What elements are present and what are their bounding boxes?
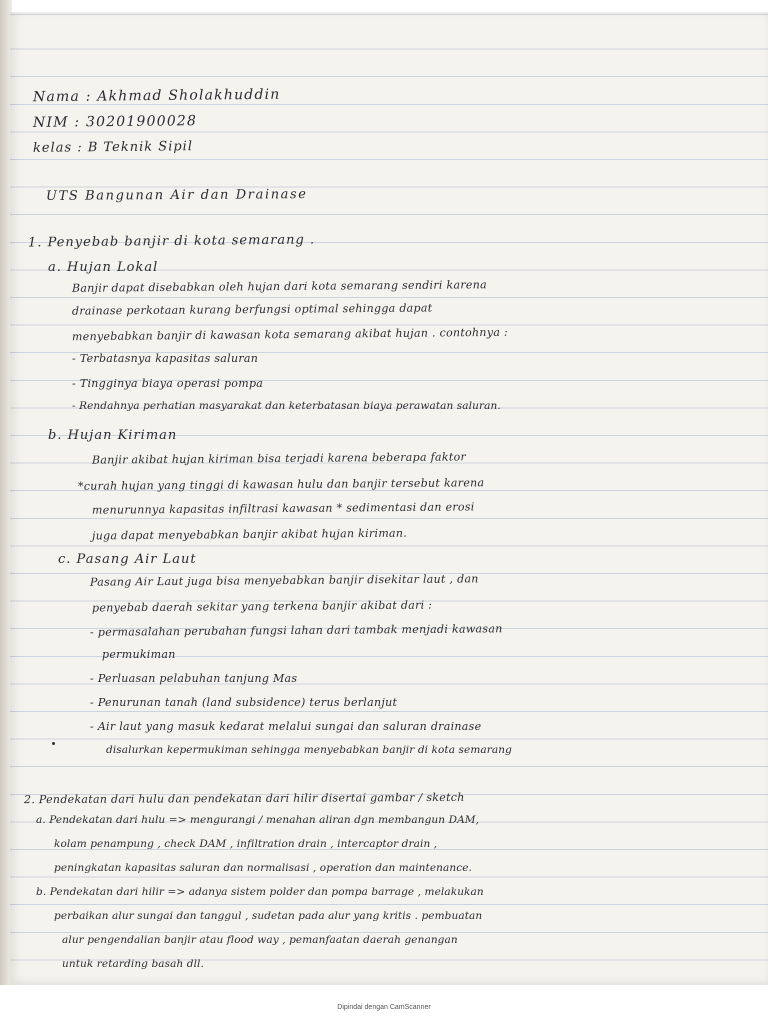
q2-a-line-1: a. Pendekatan dari hulu => mengurangi / menahan aliran dgn membangun DAM, xyxy=(36,814,480,826)
q1-b-line-4: juga dapat menyebabkan banjir akibat hujan kiriman. xyxy=(91,526,408,543)
q1-c-bullet-1-cont: permukiman xyxy=(102,648,176,661)
q1-c-bullet-1: - permasalahan perubahan fungsi lahan dari tambak menjadi kawasan xyxy=(89,622,503,639)
q1-c-bullet-4: - Air laut yang masuk kedarat melalui sungai dan saluran drainase xyxy=(90,720,482,733)
q1-c-title: c. Pasang Air Laut xyxy=(58,552,197,567)
q2-heading: 2. Pendekatan dari hulu dan pendekatan dari hilir disertai gambar / sketch xyxy=(23,790,465,807)
q1-a-line-2: drainase perkotaan kurang berfungsi optimal sehingga dapat xyxy=(71,301,433,318)
q1-a-title: a. Hujan Lokal xyxy=(48,260,159,275)
q2-b-line-3: alur pengendalian banjir atau flood way , pemanfaatan daerah genangan xyxy=(62,934,458,946)
kelas-line: kelas : B Teknik Sipil xyxy=(32,139,194,156)
q1-c-line-2: penyebab daerah sekitar yang terkena banjir akibat dari : xyxy=(91,598,433,615)
q1-b-line-3: menurunnya kapasitas infiltrasi kawasan * sedimentasi dan erosi xyxy=(91,500,475,517)
exam-title: UTS Bangunan Air dan Drainase xyxy=(45,187,308,204)
q1-b-title: b. Hujan Kiriman xyxy=(48,428,178,443)
nama-line: Nama : Akhmad Sholakhuddin xyxy=(32,86,281,106)
q2-a-line-3: peningkatan kapasitas saluran dan normalisasi , operation dan maintenance. xyxy=(54,862,472,874)
q1-a-bullet-3: - Rendahnya perhatian masyarakat dan keterbatasan biaya perawatan saluran. xyxy=(72,400,501,412)
q1-b-line-2: *curah hujan yang tinggi di kawasan hulu dan banjir tersebut karena xyxy=(77,476,485,493)
q1-c-bullet-2: - Perluasan pelabuhan tanjung Mas xyxy=(90,672,298,685)
camscanner-watermark: Dipindai dengan CamScanner xyxy=(337,1004,431,1011)
q2-b-line-4: untuk retarding basah dll. xyxy=(62,958,204,970)
q1-heading: 1. Penyebab banjir di kota semarang . xyxy=(27,232,316,251)
q2-b-line-1: b. Pendekatan dari hilir => adanya sistem polder dan pompa barrage , melakukan xyxy=(36,886,484,898)
q1-c-bullet-3: - Penurunan tanah (land subsidence) terus berlanjut xyxy=(90,696,398,709)
q1-a-bullet-2: - Tingginya biaya operasi pompa xyxy=(72,377,264,390)
q2-a-line-2: kolam penampung , check DAM , infiltration drain , intercaptor drain , xyxy=(54,838,438,850)
q1-c-bullet-4-cont: disalurkan kepermukiman sehingga menyebabkan banjir di kota semarang xyxy=(106,744,512,756)
lined-paper-sheet xyxy=(10,12,768,985)
nim-line: NIM : 30201900028 xyxy=(32,113,198,131)
q1-a-line-1: Banjir dapat disebabkan oleh hujan dari kota semarang sendiri karena xyxy=(71,278,488,295)
q1-a-line-3: menyebabkan banjir di kawasan kota semarang akibat hujan . contohnya : xyxy=(71,325,509,344)
q1-b-line-1: Banjir akibat hujan kiriman bisa terjadi karena beberapa faktor xyxy=(91,450,467,467)
q2-b-line-2: perbaikan alur sungai dan tanggul , sudetan pada alur yang kritis . pembuatan xyxy=(54,910,483,922)
ink-dot xyxy=(52,742,55,745)
q1-c-line-1: Pasang Air Laut juga bisa menyebabkan banjir disekitar laut , dan xyxy=(89,572,479,589)
q1-a-bullet-1: - Terbatasnya kapasitas saluran xyxy=(72,352,259,365)
